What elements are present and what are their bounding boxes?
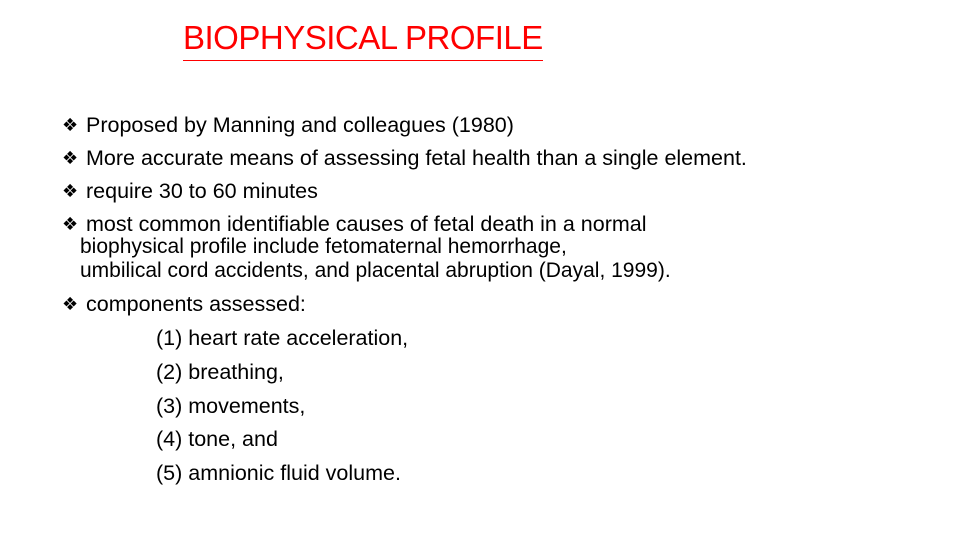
diamond-bullet-icon: ❖ bbox=[62, 115, 79, 135]
diamond-bullet-icon: ❖ bbox=[62, 148, 79, 168]
slide-title: BIOPHYSICAL PROFILE bbox=[183, 16, 543, 61]
bullet-item bbox=[62, 112, 514, 138]
diamond-bullet-icon: ❖ bbox=[62, 294, 79, 314]
diamond-bullet-icon: ❖ bbox=[62, 214, 79, 234]
components-heading: components assessed: bbox=[86, 292, 306, 316]
bullet-text: Proposed by Manning and colleagues (1980) bbox=[86, 113, 514, 137]
bullet-item bbox=[62, 178, 318, 204]
bullet-text: most common identifiable causes of fetal death in a normal bbox=[86, 212, 647, 236]
diamond-bullet-icon: ❖ bbox=[62, 181, 79, 201]
bullet-item bbox=[62, 291, 306, 317]
bullet-continuation: biophysical profile include fetomaternal hemorrhage, bbox=[80, 235, 567, 258]
component-item: (3) movements, bbox=[156, 394, 306, 418]
component-item: (1) heart rate acceleration, bbox=[156, 326, 409, 350]
bullet-text: require 30 to 60 minutes bbox=[86, 179, 318, 203]
component-item: (2) breathing, bbox=[156, 360, 284, 384]
bullet-item bbox=[62, 145, 747, 171]
bullet-continuation: umbilical cord accidents, and placental abruption (Dayal, 1999). bbox=[80, 259, 671, 282]
bullet-item bbox=[62, 211, 647, 237]
component-item: (4) tone, and bbox=[156, 427, 278, 451]
bullet-text: More accurate means of assessing fetal health than a single element. bbox=[86, 146, 747, 170]
component-item: (5) amnionic fluid volume. bbox=[156, 461, 401, 485]
